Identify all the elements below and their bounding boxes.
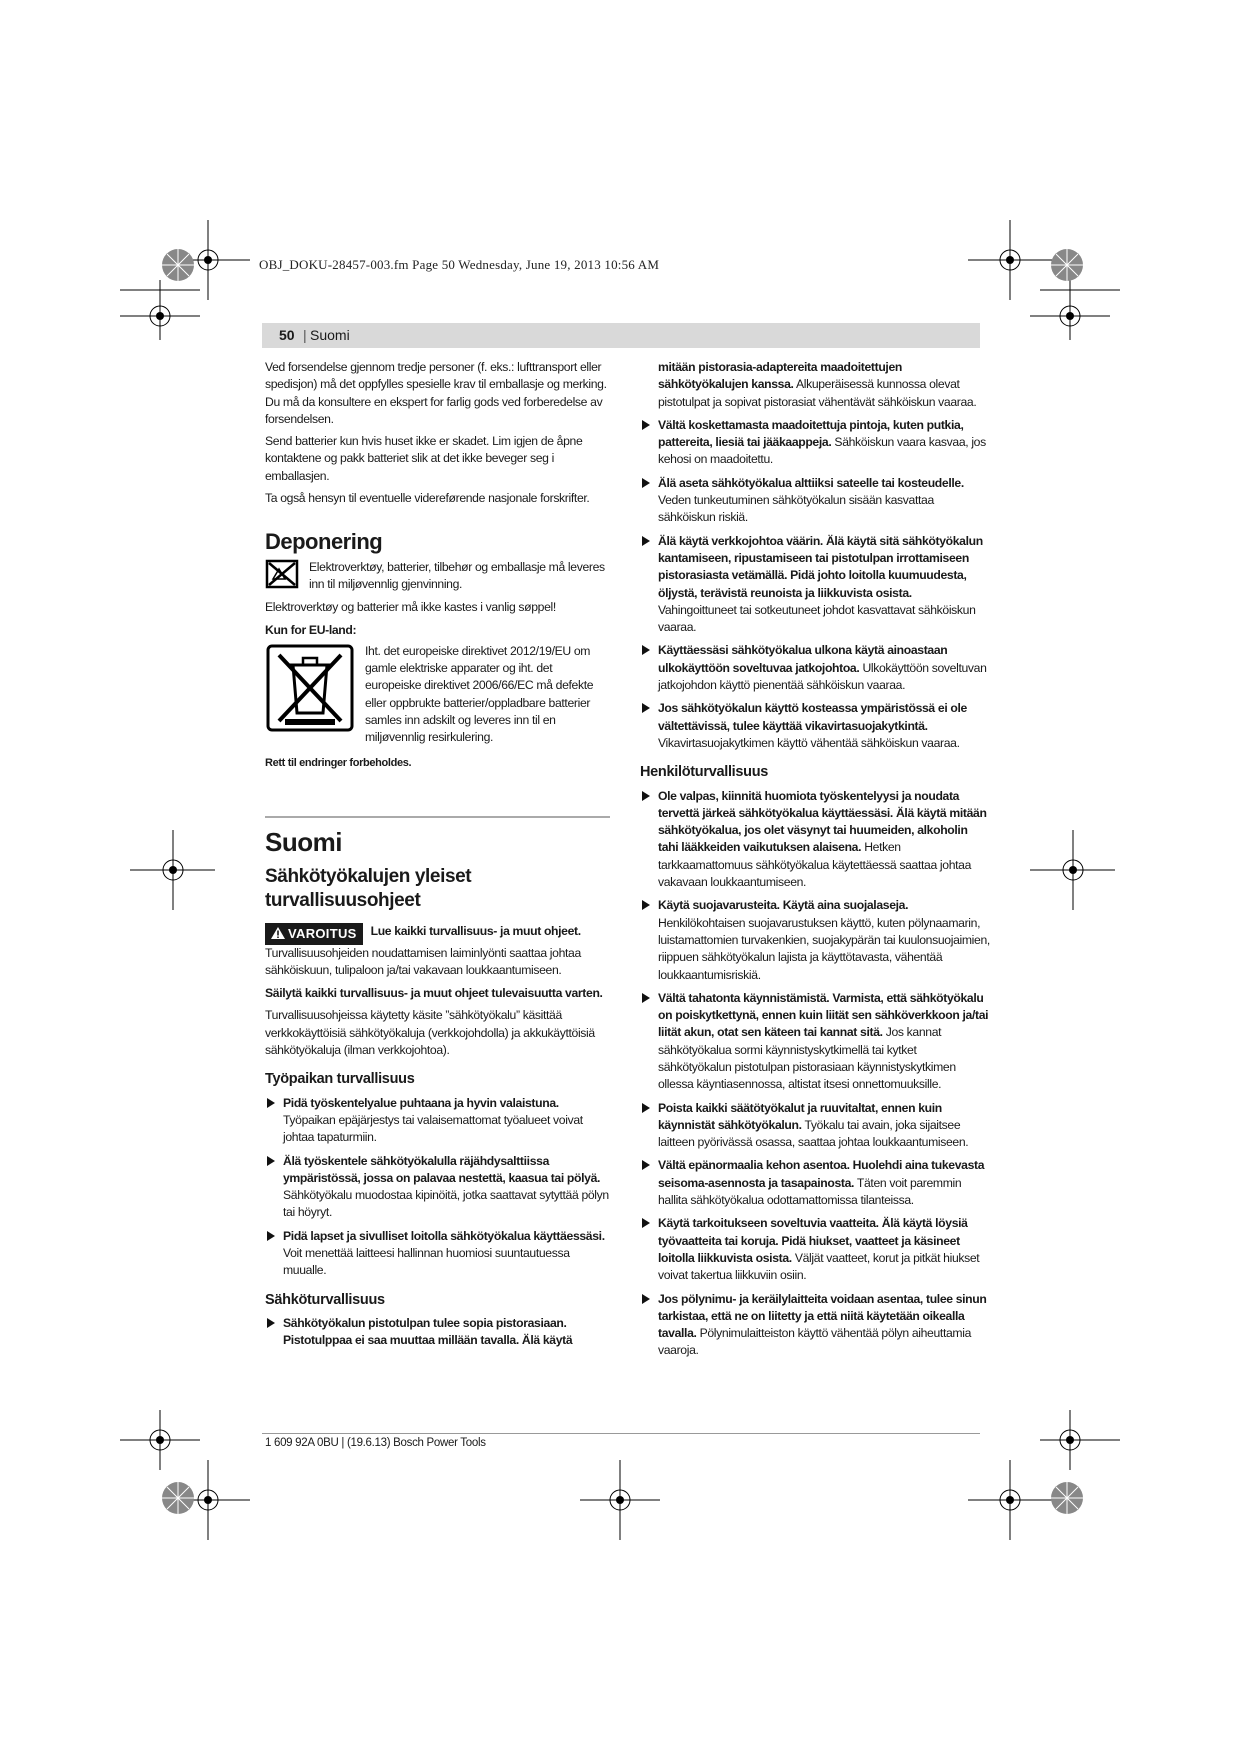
list-item: Sähkötyökalun pistotulpan tulee sopia pistorasiaan. Pistotulppaa ei saa muuttaa millään tavalla. Älä käytä (265, 1315, 610, 1350)
bullet-triangle-icon (642, 536, 650, 546)
list-item: Pidä työskentelyalue puhtaana ja hyvin valaistuna. Työpaikan epäjärjestys tai valaisemattomat työalueet voivat johtaa tapaturmiin. (265, 1095, 610, 1147)
list-item: Poista kaikki säätötyökalut ja ruuvitaltat, ennen kuin käynnistät sähkötyökalun. Työkalu tai avain, joka sijaitsee laitteen pyörivässä osassa, saattaa johtaa loukkaantumiseen. (640, 1100, 990, 1152)
section-name: Suomi (310, 327, 350, 343)
bullet-triangle-icon (642, 645, 650, 655)
heading-general-safety: Sähkötyökalujen yleiset turvallisuusohjeet (265, 866, 472, 912)
bullet-triangle-icon (642, 478, 650, 488)
warning-badge (265, 923, 363, 944)
recycle-box-icon (265, 559, 299, 589)
paragraph: Elektroverktøy og batterier må ikke kastes i vanlig søppel! (265, 600, 556, 615)
bullet-triangle-icon (642, 420, 650, 430)
list-item: Vältä koskettamasta maadoitettuja pintoja, kuten putkia, pattereita, liesiä tai jääkaappeja. Sähköiskun vaara kasvaa, jos kehosi on maadoitettu. (640, 417, 990, 469)
page-separator: | (303, 327, 307, 343)
list-item: Vältä epänormaalia kehon asentoa. Huolehdi aina tukevasta seisoma-asennosta ja tasapainosta. Täten voit paremmin hallita sähkötyökalua odottamattomissa tilanteissa. (640, 1157, 990, 1209)
heading-suomi: Suomi (265, 826, 342, 857)
bullet-triangle-icon (267, 1156, 275, 1166)
list-item: Jos pölynimu- ja keräilylaitteita voidaan asentaa, tulee sinun tarkistaa, että ne on liitetty ja että niitä käytetään oikealla tavalla. Pölynimulaitteiston käyttö vähentää pölyn aiheuttamia vaaroja. (640, 1291, 990, 1360)
page-number: 50 (279, 327, 295, 343)
list-item: Käyttäessäsi sähkötyökalua ulkona käytä ainoastaan ulkokäyttöön soveltuvaa jatkojohtoa. Ulkokäyttöön soveltuvan jatkojohdon käyttö pienentää sähköiskun vaaraa. (640, 642, 990, 694)
eu-label: Kun for EU-land: (265, 622, 357, 637)
paragraph: Send batterier kun hvis huset ikke er skadet. Lim igjen de åpne kontaktene og pakk batteriet slik at det ikke beveger seg i emballasjen. (265, 434, 583, 483)
file-header: OBJ_DOKU-28457-003.fm Page 50 Wednesday, June 19, 2013 10:56 AM (259, 257, 660, 272)
heading-deponering: Deponering (265, 529, 383, 555)
list-item: Käytä tarkoitukseen soveltuvia vaatteita. Älä käytä löysiä työvaatteita tai koruja. Pidä hiukset, vaatteet ja käsineet loitolla liikkuvista osista. Väljät vaatteet, korut ja pitkät hiukset voivat takertua liikkuviin osiin. (640, 1215, 990, 1284)
warning-bold: Lue kaikki turvallisuus- ja muut ohjeet. (370, 924, 581, 939)
paragraph: Turvallisuusohjeissa käytetty käsite ”sähkötyökalu” käsittää verkkokäyttöisiä sähkötyökaluja (verkkojohdolla) ja akkukäyttöisiä sähkötyökaluja (ilman verkkojohtoa). (265, 1008, 595, 1058)
bullet-triangle-icon (642, 1103, 650, 1113)
bullet-triangle-icon (642, 791, 650, 801)
paragraph: Iht. det europeiske direktivet 2012/19/EU om gamle elektriske apparater og iht. det europeiske direktivet 2006/66/EC må defekte eller oppbrukte batterier/oppladbare batterier samles inn adskilt og leveres inn til en miljøvennlig resirkulering. (365, 643, 594, 745)
bullet-triangle-icon (642, 900, 650, 910)
paragraph: Ved forsendelse gjennom tredje personer (f. eks.: lufttransport eller spedisjon) må det oppfylles spesielle krav til emballasje og merking. Du må da konsultere en ekspert for farlig gods ved forberedelse av forsendelsen. (265, 360, 607, 426)
warning-badge-label: VAROITUS (288, 926, 357, 942)
list-item: Ole valpas, kiinnitä huomiota työskentelyysi ja noudata tervettä järkeä sähkötyökalua käyttäessäsi. Älä käytä mitään sähkötyökalua, jos olet väsynyt tai huumeiden, alkoholin tahi lääkkeiden vaikutuksen alaisena. Hetken tarkkaamattomuus sähkötyökalua käytettäessä saattaa johtaa vakavaan loukkaantumiseen. (640, 788, 990, 892)
list-item: Vältä tahatonta käynnistämistä. Varmista, että sähkötyökalu on poiskytkettynä, ennen kuin liität sen sähköverkkoon ja/tai liität akun, otat sen käteen tai kannat sitä. Jos kannat sähkötyökalua sormi käynnistyskytkimellä tai kytket sähkötyökalun pistotulpan pistorasiaan käynnistyskytkimen ollessa käyntiasennossa, altistat itsesi onnettomuuksille. (640, 990, 990, 1094)
bullet-triangle-icon (642, 703, 650, 713)
rights-note: Rett til endringer forbeholdes. (265, 756, 412, 769)
bullet-triangle-icon (642, 1160, 650, 1170)
heading-electrical: Sähköturvallisuus (265, 1291, 385, 1308)
footer: 1 609 92A 0BU | (19.6.13) Bosch Power Tools (265, 1437, 486, 1449)
paragraph: Elektroverktøy, batterier, tilbehør og emballasje må leveres inn til miljøvennlig gjenvinning. (309, 559, 605, 591)
heading-personal: Henkilöturvallisuus (640, 764, 769, 781)
warning-block (265, 923, 610, 979)
paragraph: Säilytä kaikki turvallisuus- ja muut ohjeet tulevaisuutta varten. (265, 986, 603, 1001)
right-column (640, 359, 990, 1366)
bullet-triangle-icon (267, 1098, 275, 1108)
section-divider (265, 816, 610, 818)
bullet-triangle-icon (642, 1294, 650, 1304)
footer-rule (262, 1433, 980, 1434)
left-column (265, 359, 610, 1355)
bullet-triangle-icon (267, 1318, 275, 1328)
page-header-band (262, 323, 980, 348)
bullet-triangle-icon (267, 1231, 275, 1241)
list-item: Älä aseta sähkötyökalua alttiiksi sateelle tai kosteudelle. Veden tunkeutuminen sähkötyökalun sisään kasvattaa sähköiskun riskiä. (640, 475, 990, 527)
list-item: Käytä suojavarusteita. Käytä aina suojalaseja. Henkilökohtaisen suojavarustuksen käyttö, kuten pölynaamarin, luistamattomien turvakenkien, suojakypärän tai kuulonsuojaimien, riippuen sähkötyökalun lajista ja käyttötavasta, vähentää loukkaantumisriskiä. (640, 897, 990, 983)
list-item: Pidä lapset ja sivulliset loitolla sähkötyökalua käyttäessäsi. Voit menettää laitteesi hallinnan huomiosi suuntautuessa muualle. (265, 1228, 610, 1280)
heading-workplace: Työpaikan turvallisuus (265, 1071, 415, 1088)
bullet-triangle-icon (642, 993, 650, 1003)
warning-text: Turvallisuusohjeiden noudattamisen laiminlyönti saattaa johtaa sähköiskuun, tulipaloon ja/tai vakavaan loukkaantumiseen. (265, 945, 581, 977)
disposal-row (265, 559, 610, 594)
bullet-triangle-icon (642, 1218, 650, 1228)
list-item: Älä työskentele sähkötyökalulla räjähdysalttiissa ympäristössä, jossa on palavaa nestettä, kaasua tai pölyä. Sähkötyökalu muodostaa kipinöitä, jotka saattavat sytyttää pölyn tai höyryt. (265, 1153, 610, 1222)
list-item-continued: mitään pistorasia-adaptereita maadoitettujen sähkötyökalujen kanssa. Alkuperäisessä kunnossa olevat pistotulpat ja sopivat pistorasiat vähentävät sähköiskun vaaraa. (658, 360, 977, 409)
paragraph: Ta også hensyn til eventuelle videreførende nasjonale forskrifter. (265, 491, 590, 506)
warning-triangle-icon (271, 927, 285, 939)
list-item: Jos sähkötyökalun käyttö kosteassa ympäristössä ei ole vältettävissä, tulee käyttää vikavirtasuojakytkintä. Vikavirtasuojakytkimen käyttö vähentää sähköiskun vaaraa. (640, 700, 990, 752)
list-item: Älä käytä verkkojohtoa väärin. Älä käytä sitä sähkötyökalun kantamiseen, ripustamiseen tai pistotulpan irrottamiseen pistorasiasta vetämällä. Pidä johto loitolla kuumuudesta, öljystä, terävistä reunoista ja liikkuvista osista. Vahingoittuneet tai sotkeutuneet johdot kasvattavat sähköiskun vaaraa. (640, 533, 990, 637)
crossed-bin-icon (265, 643, 355, 733)
eu-row (265, 643, 610, 747)
